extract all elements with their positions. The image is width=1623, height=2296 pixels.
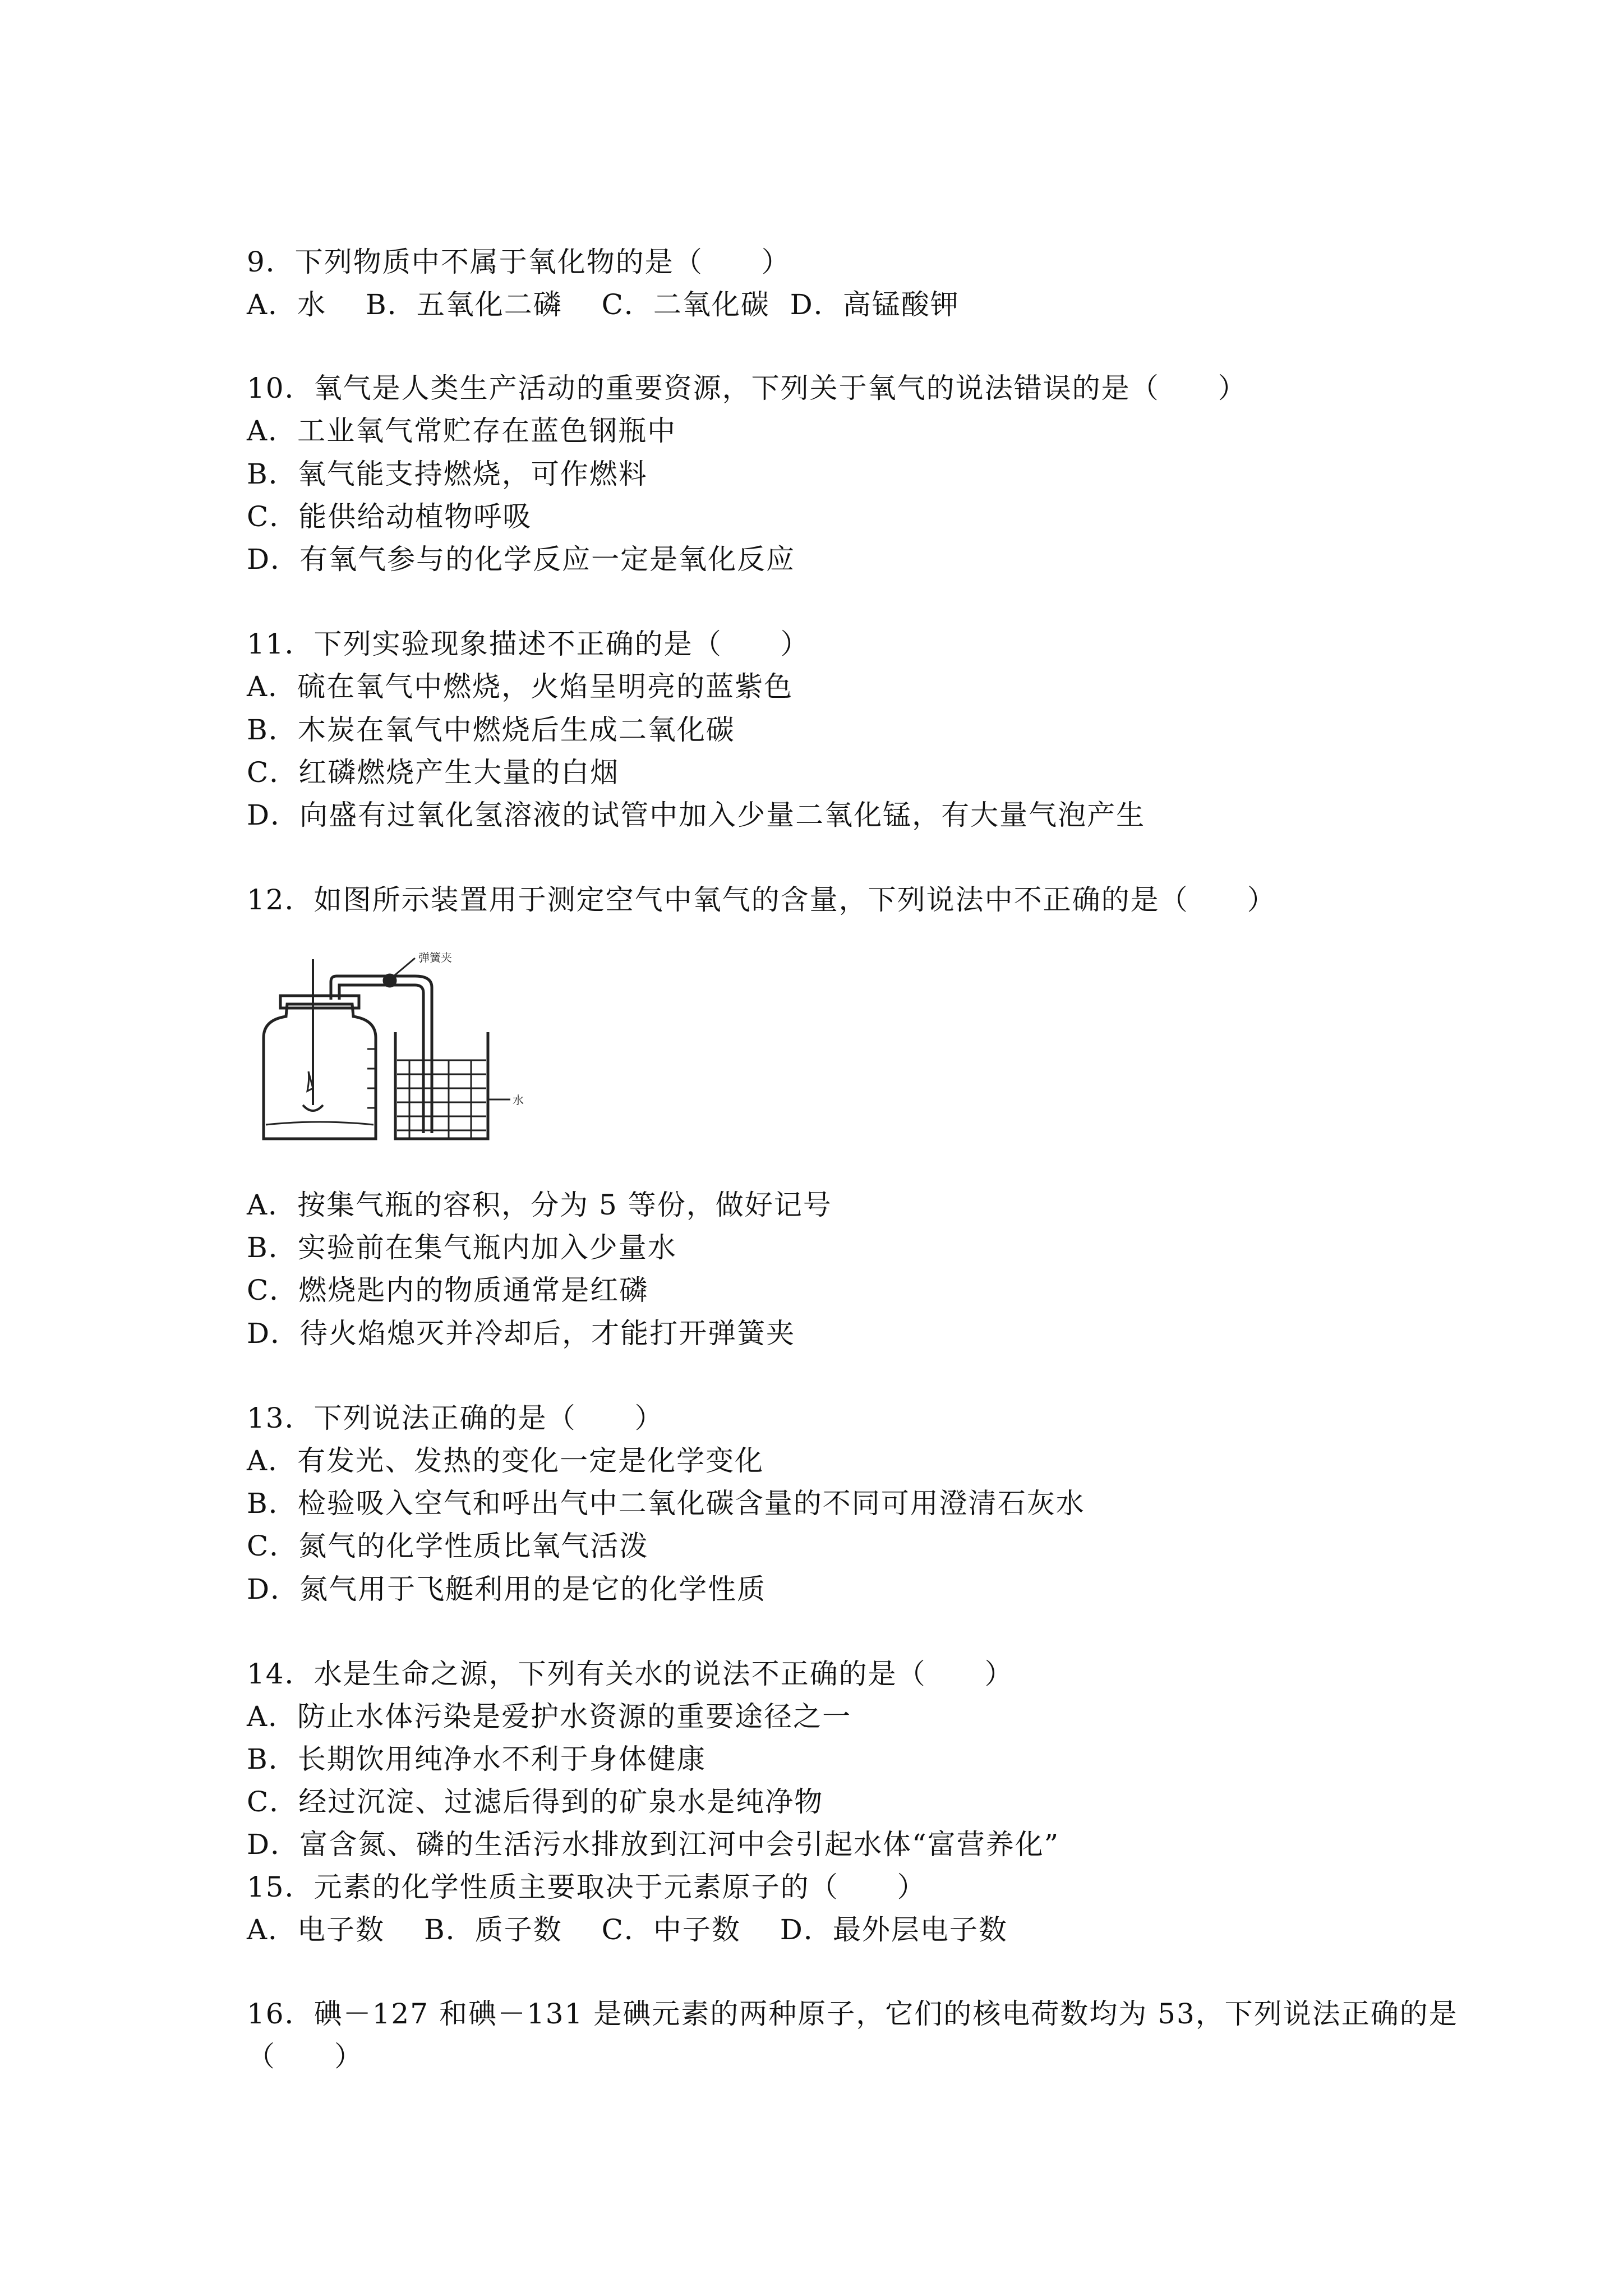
q14-stem: 14．水是生命之源，下列有关水的说法不正确的是（ ） [247, 1658, 1014, 1690]
q11-option-d: D．向盛有过氧化氢溶液的试管中加入少量二氧化锰，有大量气泡产生 [247, 799, 1146, 831]
q14-option-b: B．长期饮用纯净水不利于身体健康 [247, 1743, 706, 1775]
q10-option-c: C．能供给动植物呼吸 [247, 500, 532, 533]
clamp-label: 弹簧夹 [418, 951, 452, 964]
q10-option-b: B．氧气能支持燃烧，可作燃料 [247, 458, 648, 490]
q16-paren: （ ） [247, 2040, 363, 2073]
q13-stem: 13．下列说法正确的是（ ） [247, 1402, 664, 1434]
q14-option-d: D．富含氮、磷的生活污水排放到江河中会引起水体“富营养化” [247, 1828, 1060, 1861]
q14-option-a: A．防止水体污染是爱护水资源的重要途径之一 [247, 1700, 852, 1733]
q15-options: A．电子数 B．质子数 C．中子数 D．最外层电子数 [247, 1913, 1008, 1946]
q12-option-c: C．燃烧匙内的物质通常是红磷 [247, 1274, 649, 1306]
q12-option-a: A．按集气瓶的容积，分为 5 等份，做好记号 [247, 1189, 832, 1221]
q10-stem: 10．氧气是人类生产活动的重要资源，下列关于氧气的说法错误的是（ ） [247, 372, 1247, 404]
q10-option-d: D．有氧气参与的化学反应一定是氧化反应 [247, 543, 796, 576]
q11-option-c: C．红磷燃烧产生大量的白烟 [247, 756, 620, 789]
q16-stem: 16．碘－127 和碘－131 是碘元素的两种原子，它们的核电荷数均为 53，下列说法正确的是 [247, 1998, 1458, 2030]
oxygen-measurement-apparatus-figure [247, 948, 527, 1156]
q15-stem: 15．元素的化学性质主要取决于元素原子的（ ） [247, 1871, 926, 1903]
q12-option-d: D．待火焰熄灭并冷却后，才能打开弹簧夹 [247, 1317, 796, 1350]
q13-option-b: B．检验吸入空气和呼出气中二氧化碳含量的不同可用澄清石灰水 [247, 1487, 1085, 1520]
q11-option-a: A．硫在氧气中燃烧，火焰呈明亮的蓝紫色 [247, 670, 794, 703]
q13-option-c: C．氮气的化学性质比氧气活泼 [247, 1530, 649, 1562]
q13-option-d: D．氮气用于飞艇利用的是它的化学性质 [247, 1573, 767, 1605]
q14-option-c: C．经过沉淀、过滤后得到的矿泉水是纯净物 [247, 1786, 824, 1818]
q11-option-b: B．木炭在氧气中燃烧后生成二氧化碳 [247, 714, 735, 746]
q13-option-a: A．有发光、发热的变化一定是化学变化 [247, 1444, 764, 1477]
q9-options: A．水 B．五氧化二磷 C．二氧化碳 D．高锰酸钾 [247, 288, 960, 321]
q12-option-b: B．实验前在集气瓶内加入少量水 [247, 1231, 677, 1264]
q12-stem: 12．如图所示装置用于测定空气中氧气的含量，下列说法中不正确的是（ ） [247, 884, 1276, 916]
q10-option-a: A．工业氧气常贮存在蓝色钢瓶中 [247, 415, 677, 447]
q11-stem: 11．下列实验现象描述不正确的是（ ） [247, 628, 810, 660]
water-label: 水 [513, 1093, 524, 1107]
q9-stem: 9．下列物质中不属于氧化物的是（ ） [247, 246, 791, 278]
